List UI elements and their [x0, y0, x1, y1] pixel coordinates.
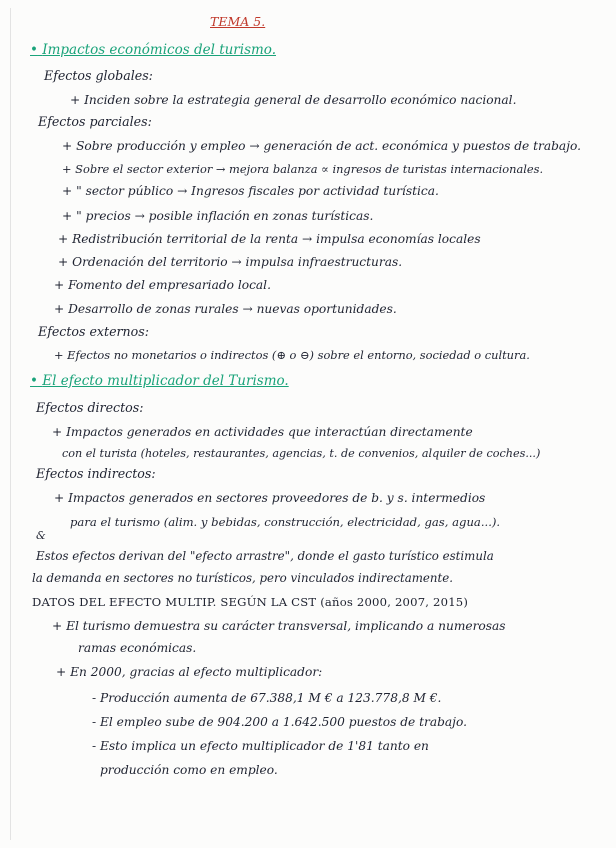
page-title: TEMA 5.	[210, 14, 266, 29]
efectos-parciales-item: + Sobre producción y empleo → generación de act. económica y puestos de trabajo.	[62, 139, 581, 153]
datos-item: - Esto implica un efecto multiplicador de 1'81 tanto en	[92, 739, 429, 753]
datos-line: ramas económicas.	[78, 641, 197, 655]
efectos-parciales-label: Efectos parciales:	[38, 114, 152, 129]
efectos-globales-label: Efectos globales:	[44, 68, 153, 83]
efectos-parciales-item: + " precios → posible inflación en zonas turísticas.	[62, 209, 374, 223]
efectos-indirectos-line: + Impactos generados en sectores proveedores de b. y s. intermedios	[54, 491, 486, 505]
efectos-globales-item: + Inciden sobre la estrategia general de desarrollo económico nacional.	[70, 93, 517, 107]
section1-heading-line	[30, 42, 276, 58]
efectos-parciales-item: + Sobre el sector exterior → mejora balanza ∝ ingresos de turistas internacionales.	[62, 162, 544, 176]
datos-item: producción como en empleo.	[100, 763, 278, 777]
datos-line: + En 2000, gracias al efecto multiplicador:	[56, 665, 323, 679]
efectos-indirectos-line: para el turismo (alim. y bebidas, construcción, electricidad, gas, agua...).	[70, 515, 501, 529]
efecto-arrastre-line: Estos efectos derivan del "efecto arrastre", donde el gasto turístico estimula	[36, 549, 494, 563]
section1-heading: Impactos económicos del turismo.	[42, 42, 276, 58]
section2-heading: El efecto multiplicador del Turismo.	[42, 373, 289, 389]
efecto-arrastre-line: la demanda en sectores no turísticos, pero vinculados indirectamente.	[32, 571, 453, 585]
efectos-indirectos-label: Efectos indirectos:	[36, 466, 156, 481]
efectos-externos-item: + Efectos no monetarios o indirectos (⊕ o ⊖) sobre el entorno, sociedad o cultura.	[54, 348, 530, 362]
efectos-directos-line: + Impactos generados en actividades que interactúan directamente	[52, 425, 473, 439]
bullet-dot-icon: •	[30, 373, 38, 389]
datos-item: - El empleo sube de 904.200 a 1.642.500 puestos de trabajo.	[92, 715, 467, 729]
efectos-parciales-item: + " sector público → Ingresos fiscales por actividad turística.	[62, 184, 439, 198]
efectos-parciales-item: + Ordenación del territorio → impulsa infraestructuras.	[58, 255, 403, 269]
section2-heading-line	[30, 373, 289, 389]
bullet-dot-icon: •	[30, 42, 38, 58]
efectos-parciales-item: + Desarrollo de zonas rurales → nuevas oportunidades.	[54, 302, 397, 316]
datos-item: - Producción aumenta de 67.388,1 M € a 123.778,8 M €.	[92, 691, 442, 705]
page-edge	[10, 8, 11, 840]
efectos-directos-line: con el turista (hoteles, restaurantes, agencias, t. de convenios, alquiler de coches...)	[62, 447, 541, 460]
ampersand-mark: &	[36, 529, 46, 542]
datos-heading: DATOS DEL EFECTO MULTIP. SEGÚN LA CST (años 2000, 2007, 2015)	[32, 595, 469, 609]
efectos-externos-label: Efectos externos:	[38, 324, 149, 339]
datos-line: + El turismo demuestra su carácter transversal, implicando a numerosas	[52, 619, 506, 633]
efectos-directos-label: Efectos directos:	[36, 400, 144, 415]
efectos-parciales-item: + Fomento del empresariado local.	[54, 278, 271, 292]
efectos-parciales-item: + Redistribución territorial de la renta → impulsa economías locales	[58, 232, 481, 246]
